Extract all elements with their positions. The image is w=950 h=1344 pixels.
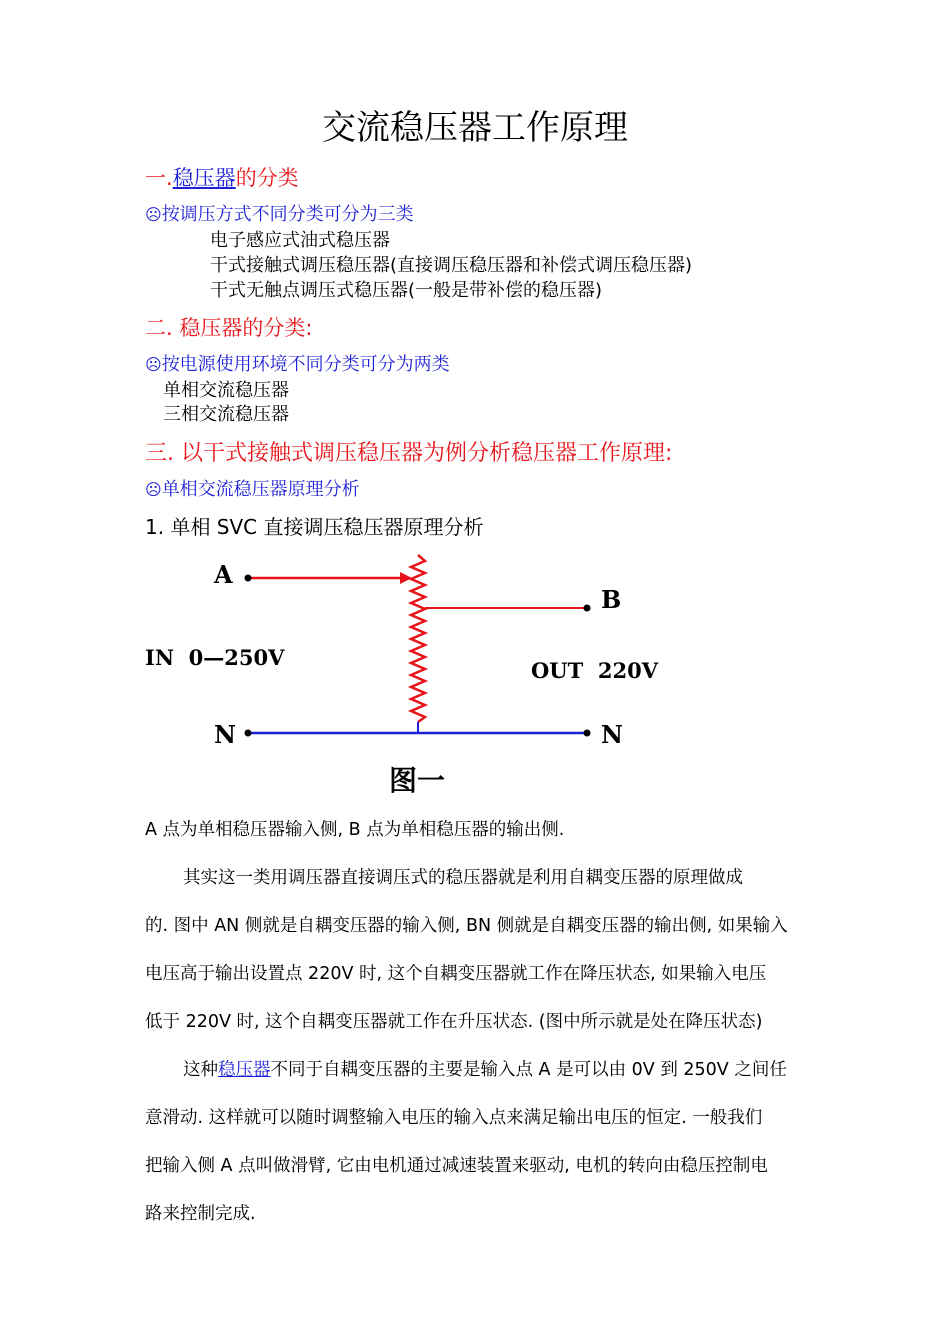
section2-sub-text: 按电源使用环境不同分类可分为两类 xyxy=(161,354,450,375)
section1-prefix: 一. xyxy=(145,166,173,190)
section2-item: 三相交流稳压器 xyxy=(163,404,289,425)
section2-item: 单相交流稳压器 xyxy=(163,380,289,401)
label-n-left: N xyxy=(214,720,236,749)
paragraph2-line: 意滑动. 这样就可以随时调整输入电压的输入点来满足输出电压的恒定. 一般我们 xyxy=(145,1108,763,1128)
terminal-n-right-dot xyxy=(584,730,591,737)
subsection-heading: 1. 单相 SVC 直接调压稳压器原理分析 xyxy=(145,515,484,539)
section1-item: 干式接触式调压稳压器(直接调压稳压器和补偿式调压稳压器) xyxy=(210,255,693,276)
paragraph2-line: 把输入侧 A 点叫做滑臂, 它由电机通过减速装置来驱动, 电机的转向由稳压控制电 xyxy=(145,1156,768,1176)
terminal-a-dot xyxy=(245,575,252,582)
label-n-right: N xyxy=(601,720,623,749)
page-title: 交流稳压器工作原理 xyxy=(322,108,628,148)
terminal-b-dot xyxy=(584,605,591,612)
paragraph1-line: 其实这一类用调压器直接调压式的稳压器就是利用自耦变压器的原理做成 xyxy=(183,868,743,888)
label-a: A xyxy=(214,560,233,589)
output-voltage-label: OUT 220V xyxy=(531,658,658,683)
stabilizer-link-1[interactable]: 稳压器 xyxy=(172,166,236,190)
section1-item: 干式无触点调压式稳压器(一般是带补偿的稳压器) xyxy=(210,280,603,301)
input-voltage-label: IN 0—250V xyxy=(145,645,285,670)
paragraph1-line: 电压高于输出设置点 220V 时, 这个自耦变压器就工作在降压状态, 如果输入电压 xyxy=(145,964,767,984)
terminal-n-left-dot xyxy=(245,730,252,737)
frown-icon: ☹ xyxy=(145,205,162,224)
section3-heading: 三. 以干式接触式调压稳压器为例分析稳压器工作原理: xyxy=(145,441,673,466)
stabilizer-link-2[interactable]: 稳压器 xyxy=(218,1060,271,1080)
figure-caption: 图一 xyxy=(389,764,446,797)
paragraph1-line: 的. 图中 AN 侧就是自耦变压器的输入侧, BN 侧就是自耦变压器的输出侧, 如果输入 xyxy=(145,916,788,936)
section1-item: 电子感应式油式稳压器 xyxy=(210,230,390,251)
paragraph2-rest: 不同于自耦变压器的主要是输入点 A 是可以由 0V 到 250V 之间任 xyxy=(270,1060,787,1080)
frown-icon: ☹ xyxy=(145,480,162,499)
description-line: A 点为单相稳压器输入侧, B 点为单相稳压器的输出侧. xyxy=(145,820,565,840)
paragraph1-line: 低于 220V 时, 这个自耦变压器就工作在升压状态. (图中所示就是处在降压状态) xyxy=(145,1012,763,1032)
section3-sub-text: 单相交流稳压器原理分析 xyxy=(161,479,360,500)
frown-icon: ☹ xyxy=(145,355,162,374)
paragraph2-first-line xyxy=(183,1056,787,1081)
autotransformer-coil xyxy=(411,555,425,722)
section1-sub-text: 按调压方式不同分类可分为三类 xyxy=(161,204,414,225)
label-b: B xyxy=(601,585,622,614)
section2-heading: 二. 稳压器的分类: xyxy=(145,316,313,340)
paragraph2-line: 路来控制完成. xyxy=(145,1204,256,1224)
paragraph2-lead: 这种 xyxy=(183,1060,218,1080)
section1-suffix: 的分类 xyxy=(235,166,299,190)
